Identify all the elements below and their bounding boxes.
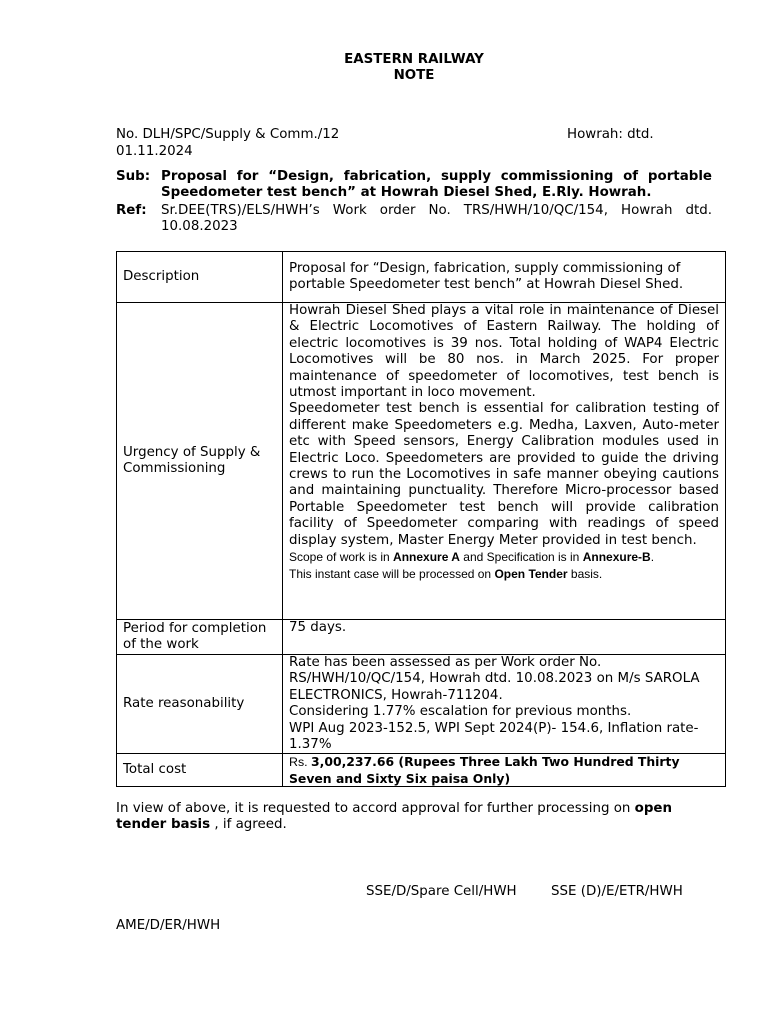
table-row (117, 754, 726, 787)
total-cost-label: Total cost (117, 754, 283, 787)
place-date-label: Howrah: dtd. (567, 127, 654, 142)
annexure-b: Annexure-B (582, 550, 651, 565)
scope-line: Scope of work is in Annexure A and Specification is in Annexure-B. (289, 550, 655, 565)
rate-line-1: Rate has been assessed as per Work order No. (289, 655, 602, 670)
total-cost-value: Rs. 3,00,237.66 (Rupees Three Lakh Two Hundred Thirty Seven and Sixty Six paisa Only) (283, 754, 726, 787)
note-title: NOTE (393, 68, 435, 83)
signature-sse-spare: SSE/D/Spare Cell/HWH (366, 884, 517, 899)
rate-line-4: WPI Aug 2023-152.5, WPI Sept 2024(P)- 154.6, Inflation rate-1.37% (289, 720, 699, 753)
table-row (117, 620, 726, 655)
table-row (117, 252, 726, 303)
signature-ame: AME/D/ER/HWH (116, 918, 221, 933)
urgency-value (283, 303, 726, 620)
subject-text: Proposal for “Design, fabrication, supply commissioning of portable Speedometer test bench” at Howrah Diesel Shed, E.Rly. Howrah. (161, 169, 712, 201)
proposal-table (116, 251, 726, 787)
letter-number: No. DLH/SPC/Supply & Comm./12 (116, 127, 340, 142)
total-amount: 3,00,237.66 (Rupees Three Lakh Two Hundred Thirty Seven and Sixty Six paisa Only) (289, 754, 680, 787)
period-label: Period for completion of the work (117, 620, 283, 655)
urgency-label: Urgency of Supply & Commissioning (117, 303, 283, 620)
letter-date: 01.11.2024 (116, 144, 193, 159)
annexure-a: Annexure A (393, 550, 460, 565)
table-row (117, 655, 726, 754)
period-value: 75 days. (283, 620, 726, 655)
rate-line-2: RS/HWH/10/QC/154, Howrah dtd. 10.08.2023 on M/s SAROLA ELECTRONICS, Howrah-711204. (289, 671, 700, 703)
process-line: This instant case will be processed on Open Tender basis. (289, 567, 603, 582)
description-label: Description (117, 252, 283, 303)
reference-text: Sr.DEE(TRS)/ELS/HWH’s Work order No. TRS/HWH/10/QC/154, Howrah dtd. 10.08.2023 (161, 203, 712, 235)
subject-block (116, 169, 712, 203)
rate-value (283, 655, 726, 754)
rate-line-3: Considering 1.77% escalation for previous months. (289, 704, 632, 720)
table-row (117, 303, 726, 620)
urgency-para-2: Speedometer test bench is essential for calibration testing of different make Speedometers e.g. Medha, Laxven, Auto-meter etc with Speed sensors, Energy Calibration modules used in Electric Loco. Speedometers are provided to guide the driving crews to run the Locomotives in safe manner obeying cautions and maintaining punctuality. Therefore Micro-processor based Portable Speedometer test bench will provide calibration facility of Speedometer comparing with readings of speed display system, Master Energy Meter provided in test bench. (289, 401, 719, 548)
closing-paragraph: In view of above, it is requested to accord approval for further processing on open tender basis , if agreed. (116, 801, 673, 833)
subject-label: Sub: (116, 169, 151, 184)
org-title: EASTERN RAILWAY (344, 52, 484, 67)
description-value: Proposal for “Design, fabrication, supply commissioning of portable Speedometer test bench” at Howrah Diesel Shed. (283, 252, 726, 303)
open-tender-text: Open Tender (494, 567, 568, 582)
reference-block (116, 203, 712, 237)
signature-sse-etr: SSE (D)/E/ETR/HWH (551, 884, 683, 899)
reference-label: Ref: (116, 203, 147, 218)
urgency-para-1: Howrah Diesel Shed plays a vital role in maintenance of Diesel & Electric Locomotives of Eastern Railway. The holding of electric locomotives is 39 nos. Total holding of WAP4 Electric Locomotives will be 80 nos. in March 2025. For proper maintenance of speedometer of locomotives, test bench is utmost important in loco movement. (289, 303, 719, 401)
rate-label: Rate reasonability (117, 655, 283, 754)
open-tender-basis: open tender basis (116, 801, 673, 833)
